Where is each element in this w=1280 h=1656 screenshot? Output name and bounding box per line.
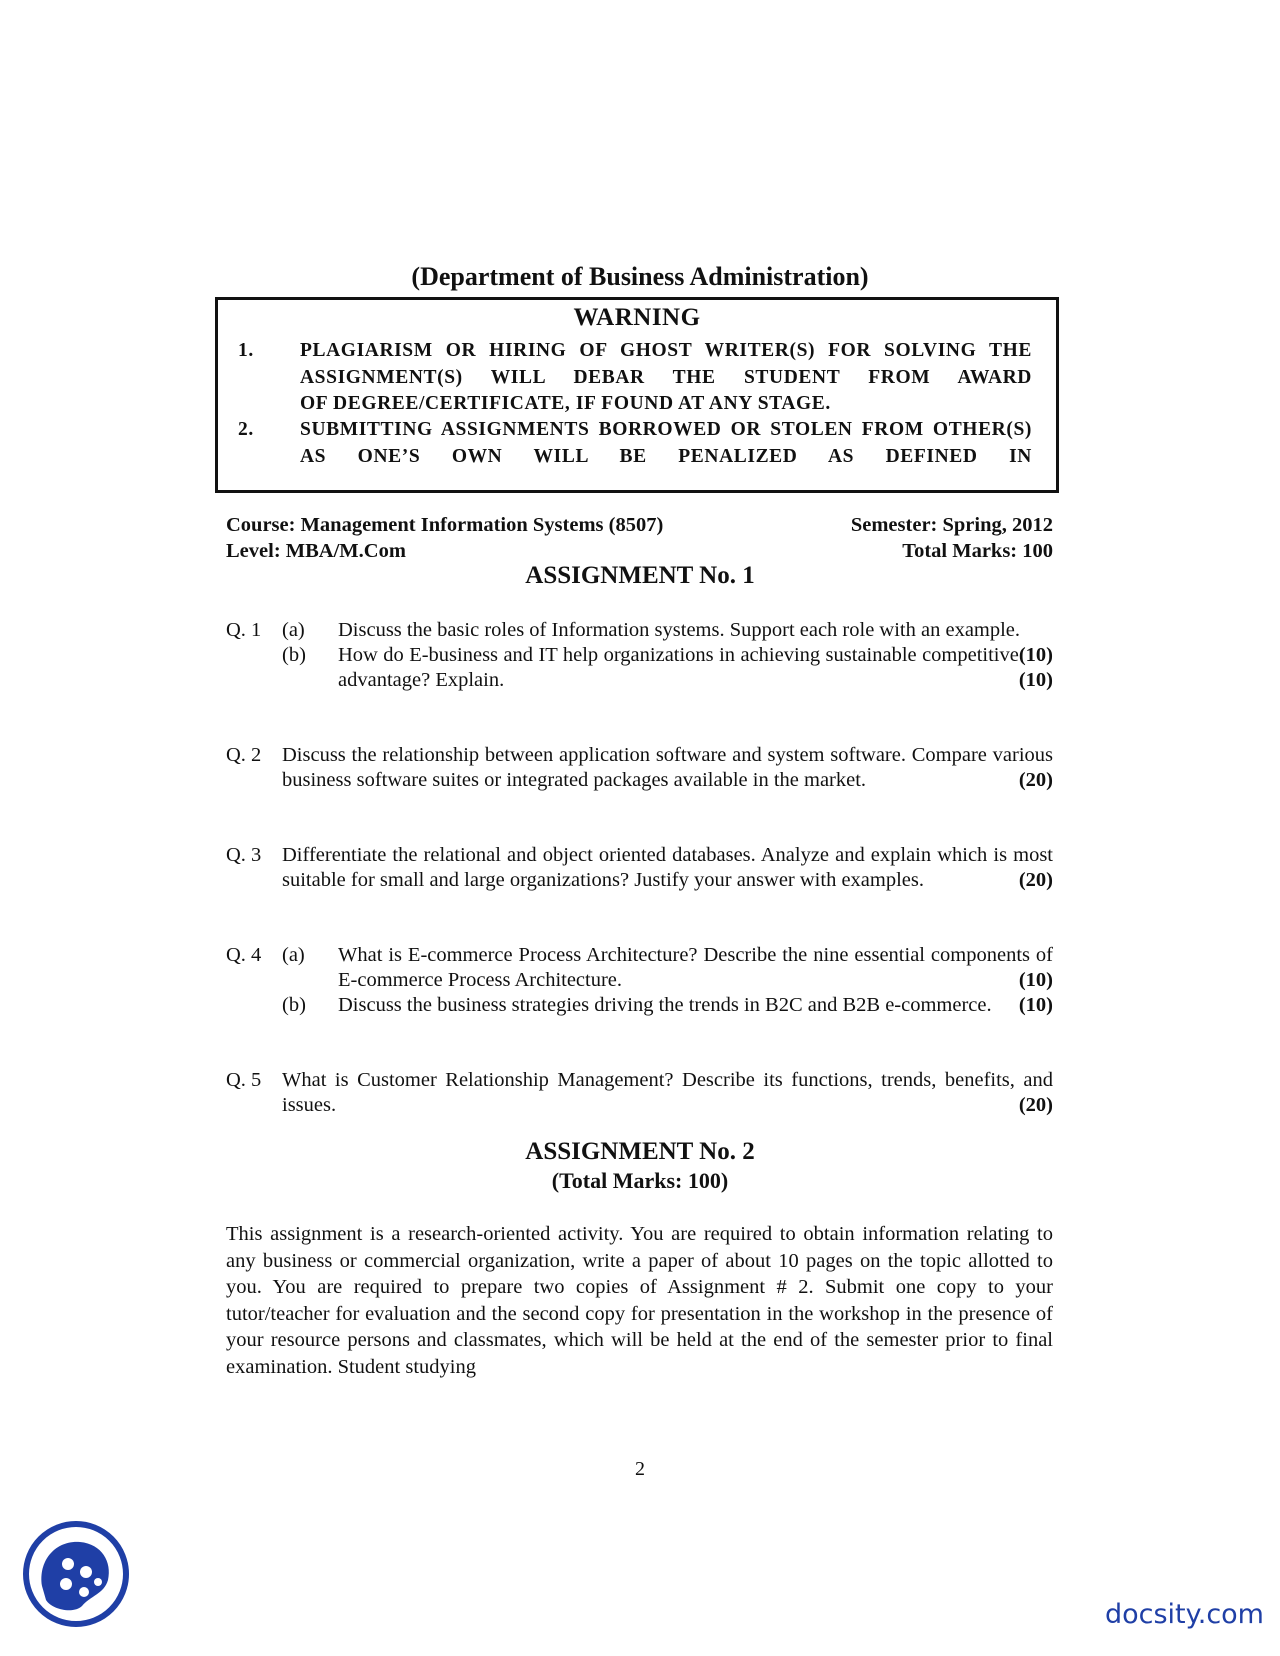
warning-item-2	[238, 417, 1032, 470]
question-part	[282, 618, 1053, 666]
marks: (10)	[1018, 969, 1053, 991]
question-number: Q. 1	[226, 619, 262, 641]
question-4	[226, 943, 1053, 1018]
course-name: Course: Management Information Systems (8507)	[226, 514, 664, 536]
assignment-2-paragraph: This assignment is a research-oriented activity. You are required to obtain information relating to any business or commercial organization, write a paper of about 10 pages on the topic allotted to you. You are required to prepare two copies of Assignment # 2. Submit one copy to your tutor/teacher for evaluation and the second copy for presentation in the workshop in the presence of your resource persons and classmates, which will be held at the end of the semester prior to final examination. Student studying	[226, 1223, 1053, 1378]
assignment-1-title: ASSIGNMENT No. 1	[525, 562, 755, 589]
question-text: What is Customer Relationship Management? Describe its functions, trends, benefits, and issues.	[282, 1069, 1053, 1116]
question-2	[226, 743, 1053, 793]
department-heading: (Department of Business Administration)	[411, 262, 869, 291]
assignment-2-title: ASSIGNMENT No. 2	[525, 1138, 755, 1165]
warning-line: OF DEGREE/CERTIFICATE, IF FOUND AT ANY STAGE.	[300, 393, 831, 414]
level: Level: MBA/M.Com	[226, 540, 406, 562]
question-3	[226, 843, 1053, 893]
total-marks: Total Marks: 100	[902, 540, 1053, 562]
question-text: What is E-commerce Process Architecture? Describe the nine essential components of E-commerce Process Architecture.	[338, 944, 1053, 991]
warning-item-number: 2.	[238, 419, 254, 440]
course-row	[226, 514, 1053, 537]
question-number: Q. 4	[226, 944, 262, 966]
question-text: Discuss the basic roles of Information systems. Support each role with an example.	[338, 619, 1021, 641]
question-text: How do E-business and IT help organizations in achieving sustainable competitive advantage? Explain.	[338, 644, 1019, 691]
level-row	[226, 540, 1053, 563]
assignment-2-total-marks: (Total Marks: 100)	[551, 1168, 729, 1193]
question-1	[226, 618, 1053, 693]
semester: Semester: Spring, 2012	[850, 514, 1053, 536]
warning-item-text	[300, 417, 1032, 470]
part-text	[338, 618, 1053, 666]
marks: (20)	[1018, 1094, 1053, 1116]
part-label: (b)	[282, 994, 306, 1016]
question-part	[282, 643, 1053, 693]
part-label: (b)	[282, 644, 306, 666]
part-label: (a)	[282, 619, 305, 641]
warning-item-text	[300, 338, 1032, 418]
warning-title: WARNING	[573, 304, 701, 331]
warning-box	[215, 297, 1059, 493]
warning-item-1	[238, 338, 1032, 418]
question-part	[282, 943, 1053, 993]
question-body	[282, 743, 1053, 793]
docsity-brand-link[interactable]: docsity.com	[1104, 1599, 1264, 1630]
question-part	[282, 993, 1053, 1018]
question-body	[282, 843, 1053, 893]
part-text	[338, 643, 1053, 693]
warning-item-number: 1.	[238, 340, 254, 361]
question-text: Discuss the relationship between application software and system software. Compare various business software suites or integrated packages available in the market.	[282, 744, 1053, 791]
marks: (10)	[1018, 644, 1053, 666]
warning-line: SUBMITTING ASSIGNMENTS BORROWED OR STOLEN FROM	[300, 419, 924, 440]
part-label: (a)	[282, 944, 305, 966]
marks: (20)	[1018, 769, 1053, 791]
question-number: Q. 3	[226, 844, 262, 866]
question-text: Discuss the business strategies driving the trends in B2C and B2B e-commerce.	[338, 994, 992, 1016]
question-5	[226, 1068, 1053, 1118]
warning-line: PLAGIARISM OR HIRING OF GHOST WRITER(S) FOR SOLVING	[300, 340, 977, 361]
question-number: Q. 2	[226, 744, 262, 766]
page-number: 2	[635, 1458, 645, 1480]
warning-line: OTHER(S) AS ONE’S OWN WILL BE PENALIZED AS DEFINED IN	[300, 419, 1032, 467]
marks: (20)	[1018, 869, 1053, 891]
docsity-logo-icon[interactable]	[22, 1520, 130, 1628]
question-text: Differentiate the relational and object oriented databases. Analyze and explain which is most suitable for small and large organizations? Justify your answer with examples.	[282, 844, 1053, 891]
part-text	[338, 943, 1053, 993]
marks: (10)	[1018, 669, 1053, 691]
part-text	[338, 993, 1053, 1018]
question-number: Q. 5	[226, 1069, 262, 1091]
marks: (10)	[1018, 994, 1053, 1016]
question-body	[282, 1068, 1053, 1118]
docsity-logo-graphic	[22, 1520, 130, 1628]
warning-line: THE ASSIGNMENT(S) WILL DEBAR THE STUDENT FROM AWARD	[300, 340, 1033, 388]
